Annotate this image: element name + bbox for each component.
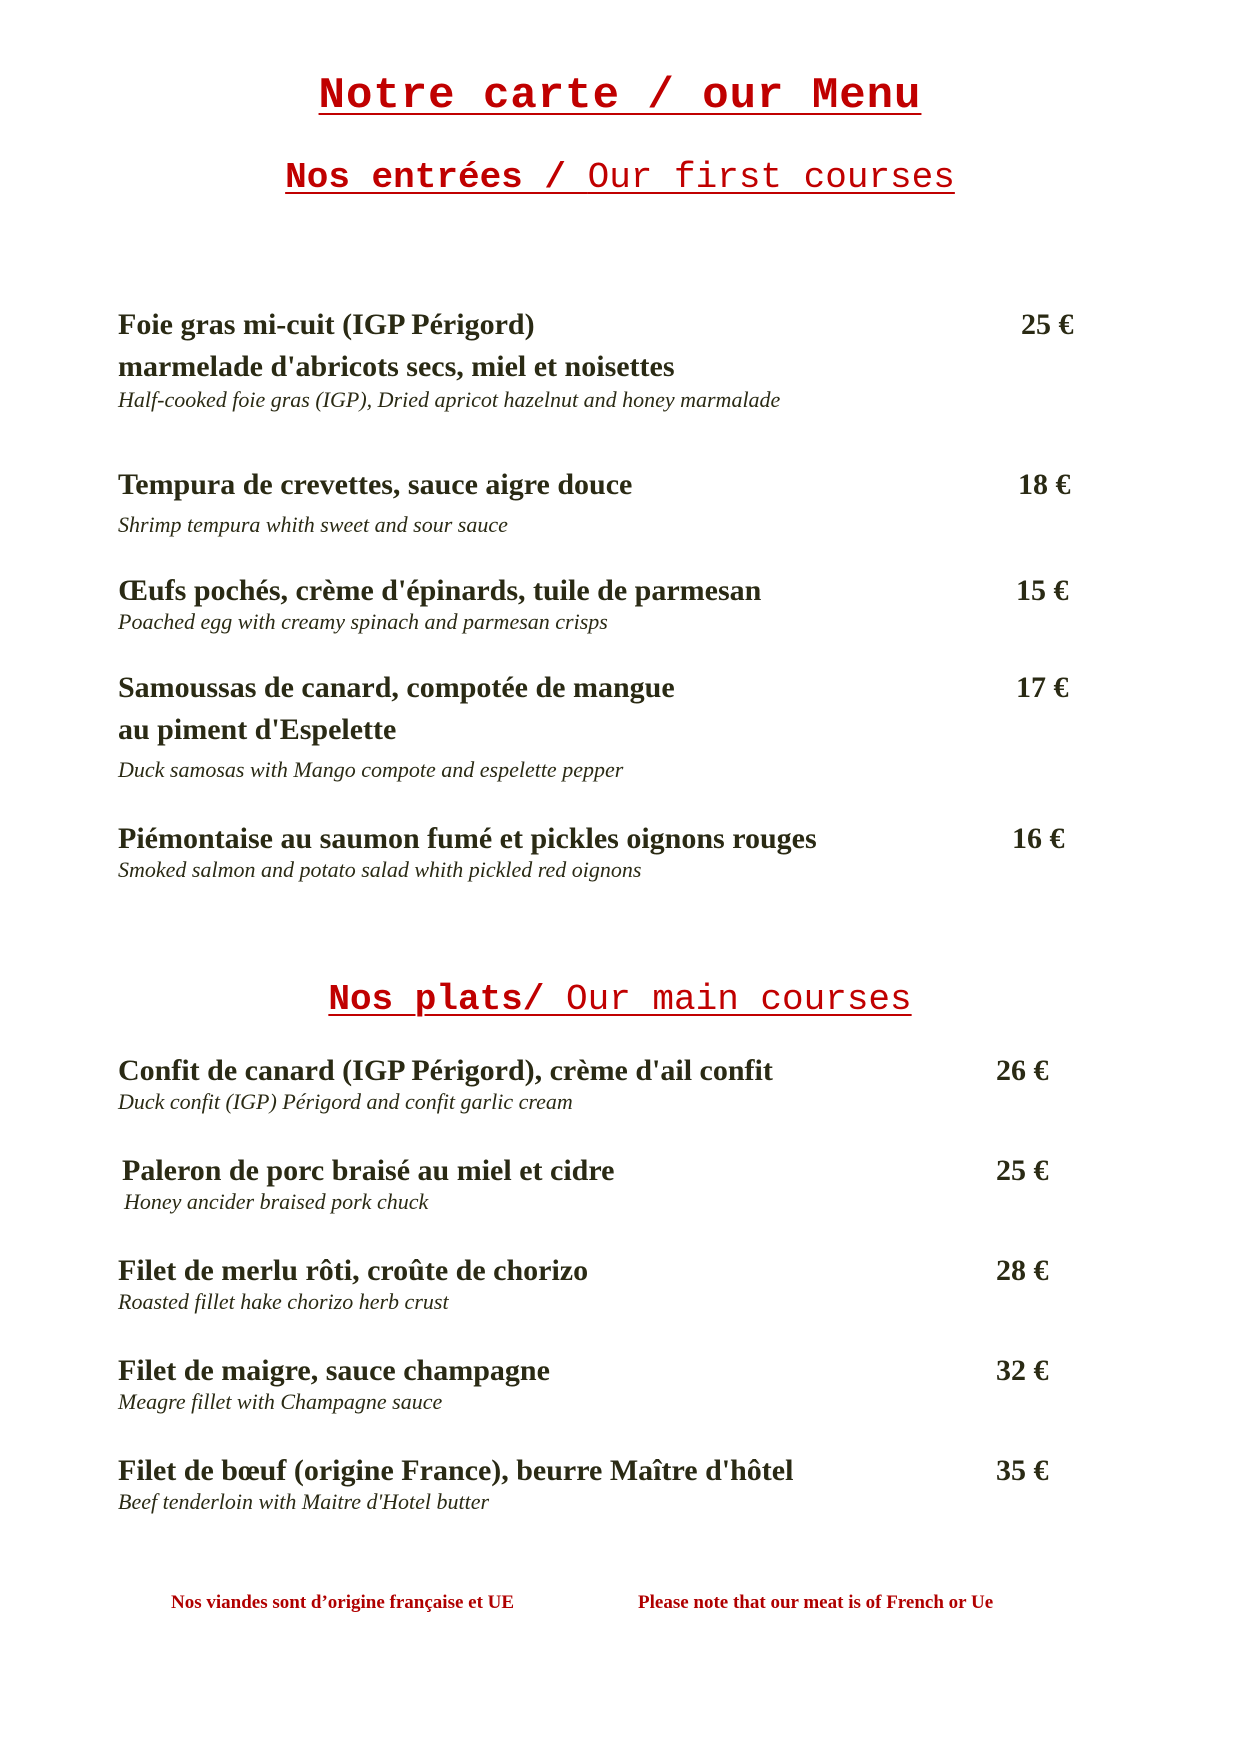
page-title: Notre carte / our Menu bbox=[318, 71, 922, 121]
dish-name: Piémontaise au saumon fumé et pickles oignons rouges bbox=[118, 822, 817, 855]
dish-price: 26 € bbox=[996, 1054, 1049, 1087]
menu-item bbox=[118, 1350, 1098, 1417]
dish-description: Duck samosas with Mango compote and espelette pepper bbox=[118, 757, 624, 782]
dish-description: Poached egg with creamy spinach and parmesan crisps bbox=[118, 609, 608, 634]
dish-name: Filet de maigre, sauce champagne bbox=[118, 1354, 550, 1387]
dish-name: Tempura de crevettes, sauce aigre douce bbox=[118, 468, 633, 501]
menu-item bbox=[118, 1250, 1098, 1317]
dish-description: Shrimp tempura whith sweet and sour sauce bbox=[118, 512, 508, 537]
dish-price: 32 € bbox=[996, 1354, 1049, 1387]
dish-name-line2: marmelade d'abricots secs, miel et noisettes bbox=[118, 350, 675, 383]
dish-name: Foie gras mi-cuit (IGP Périgord) bbox=[118, 308, 535, 341]
menu-item bbox=[118, 1050, 1098, 1117]
dish-description: Duck confit (IGP) Périgord and confit garlic cream bbox=[118, 1089, 573, 1114]
dish-name: Œufs pochés, crème d'épinards, tuile de parmesan bbox=[118, 574, 762, 607]
dish-description: Beef tenderloin with Maitre d'Hotel butter bbox=[118, 1489, 490, 1514]
dish-price: 15 € bbox=[1016, 574, 1069, 607]
starters-heading-fr: Nos entrées / bbox=[285, 157, 588, 198]
dish-name: Filet de merlu rôti, croûte de chorizo bbox=[118, 1254, 589, 1287]
dish-description: Roasted fillet hake chorizo herb crust bbox=[118, 1289, 449, 1314]
dish-name-line2: au piment d'Espelette bbox=[118, 713, 397, 746]
dish-price: 17 € bbox=[1016, 671, 1069, 704]
dish-price: 18 € bbox=[1018, 468, 1071, 501]
dish-description: Smoked salmon and potato salad whith pickled red oignons bbox=[118, 857, 642, 882]
dish-name: Filet de bœuf (origine France), beurre Maître d'hôtel bbox=[118, 1454, 794, 1487]
dish-name: Samoussas de canard, compotée de mangue bbox=[118, 671, 675, 704]
menu-item bbox=[118, 667, 1098, 785]
dish-description: Honey ancider braised pork chuck bbox=[124, 1189, 429, 1214]
dish-price: 16 € bbox=[1012, 822, 1065, 855]
dish-description: Half-cooked foie gras (IGP), Dried apricot hazelnut and honey marmalade bbox=[118, 387, 781, 412]
mains-heading-fr: Nos plats/ bbox=[328, 979, 566, 1020]
menu-item bbox=[118, 570, 1098, 637]
footer-note-fr: Nos viandes sont d’origine française et UE bbox=[171, 1592, 515, 1613]
dish-price: 25 € bbox=[996, 1154, 1049, 1187]
dish-name: Confit de canard (IGP Périgord), crème d'ail confit bbox=[118, 1054, 773, 1087]
menu-item bbox=[118, 1450, 1098, 1517]
footer-note-en: Please note that our meat is of French or Ue bbox=[638, 1592, 994, 1613]
menu-item bbox=[118, 818, 1098, 885]
menu-item bbox=[122, 1150, 1102, 1217]
starters-heading-en: Our first courses bbox=[587, 157, 955, 198]
starters-heading bbox=[0, 157, 1240, 198]
menu-item bbox=[118, 464, 1098, 540]
dish-description: Meagre fillet with Champagne sauce bbox=[118, 1389, 443, 1414]
dish-name: Paleron de porc braisé au miel et cidre bbox=[122, 1154, 615, 1187]
mains-heading bbox=[0, 979, 1240, 1020]
menu-item bbox=[118, 304, 1098, 415]
mains-heading-en: Our main courses bbox=[565, 979, 912, 1020]
dish-price: 35 € bbox=[996, 1454, 1049, 1487]
dish-price: 28 € bbox=[996, 1254, 1049, 1287]
dish-price: 25 € bbox=[1021, 308, 1074, 341]
